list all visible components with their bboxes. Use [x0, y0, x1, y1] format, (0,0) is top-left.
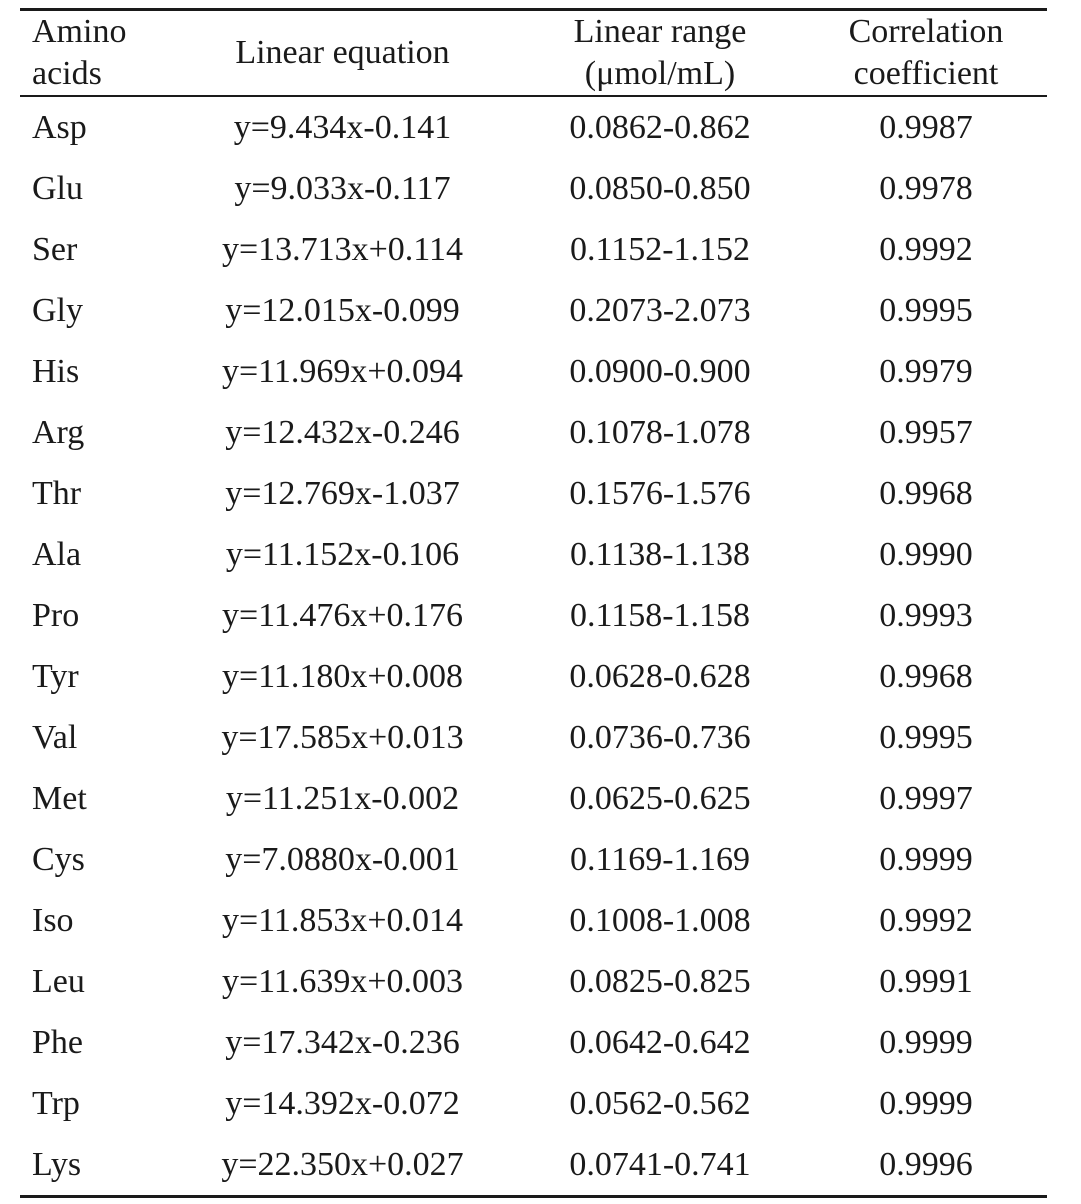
calibration-table	[20, 8, 1047, 1198]
table-row	[20, 280, 1047, 341]
linear-range-cell: 0.0625-0.625	[569, 779, 751, 817]
table-row	[20, 1073, 1047, 1134]
amino-acid-cell: Phe	[32, 1023, 83, 1061]
linear-range-cell: 0.0562-0.562	[569, 1084, 751, 1122]
linear-range-cell: 0.0628-0.628	[569, 657, 751, 695]
amino-acid-cell: Lys	[32, 1145, 82, 1183]
linear-equation-cell: y=11.251x-0.002	[225, 779, 460, 817]
linear-equation-cell: y=22.350x+0.027	[221, 1145, 464, 1183]
table-row	[20, 646, 1047, 707]
table-row	[20, 829, 1047, 890]
header-amino-acids-line2: acids	[32, 55, 102, 92]
correlation-cell: 0.9990	[879, 535, 973, 573]
correlation-cell: 0.9996	[879, 1145, 973, 1183]
amino-acid-cell: Met	[32, 779, 87, 817]
linear-equation-cell: y=13.713x+0.114	[221, 230, 464, 268]
amino-acid-cell: Trp	[32, 1084, 80, 1122]
linear-equation-cell: y=11.969x+0.094	[221, 352, 464, 390]
correlation-cell: 0.9968	[879, 474, 973, 512]
linear-equation-cell: y=11.853x+0.014	[221, 901, 464, 939]
correlation-cell: 0.9987	[879, 108, 973, 146]
amino-acid-cell: Val	[32, 718, 78, 756]
amino-acid-cell: Glu	[32, 169, 83, 207]
linear-range-cell: 0.1008-1.008	[569, 901, 751, 939]
linear-range-cell: 0.1152-1.152	[569, 230, 751, 268]
amino-acid-cell: Cys	[32, 840, 85, 878]
linear-equation-cell: y=11.180x+0.008	[221, 657, 464, 695]
correlation-cell: 0.9992	[879, 230, 973, 268]
header-linear-range-line2: (μmol/mL)	[584, 55, 736, 92]
amino-acid-cell: Tyr	[32, 657, 79, 695]
amino-acid-cell: Asp	[32, 108, 87, 146]
linear-range-cell: 0.1078-1.078	[569, 413, 751, 451]
linear-equation-cell: y=11.152x-0.106	[225, 535, 460, 573]
table-row	[20, 524, 1047, 585]
header-linear-range	[515, 11, 805, 95]
table-row	[20, 219, 1047, 280]
table-row	[20, 97, 1047, 158]
amino-acid-cell: Ala	[32, 535, 82, 573]
linear-equation-cell: y=11.476x+0.176	[221, 596, 464, 634]
header-correlation-line2: coefficient	[853, 55, 999, 92]
correlation-cell: 0.9997	[879, 779, 973, 817]
table-row	[20, 951, 1047, 1012]
correlation-cell: 0.9957	[879, 413, 973, 451]
correlation-cell: 0.9999	[879, 1084, 973, 1122]
header-amino-acids-line1: Amino	[32, 13, 127, 50]
linear-range-cell: 0.0850-0.850	[569, 169, 751, 207]
correlation-cell: 0.9999	[879, 1023, 973, 1061]
amino-acid-cell: Thr	[32, 474, 82, 512]
linear-range-cell: 0.2073-2.073	[569, 291, 751, 329]
table-row	[20, 890, 1047, 951]
correlation-cell: 0.9995	[879, 291, 973, 329]
linear-equation-cell: y=17.585x+0.013	[221, 718, 464, 756]
header-correlation-coefficient	[805, 11, 1047, 95]
table-row	[20, 1134, 1047, 1195]
table-row	[20, 341, 1047, 402]
linear-equation-cell: y=14.392x-0.072	[225, 1084, 460, 1122]
linear-range-cell: 0.0741-0.741	[569, 1145, 751, 1183]
table-row	[20, 402, 1047, 463]
linear-equation-cell: y=17.342x-0.236	[225, 1023, 460, 1061]
header-linear-equation: Linear equation	[235, 34, 450, 71]
amino-acid-cell: His	[32, 352, 80, 390]
header-correlation-line1: Correlation	[848, 13, 1004, 50]
correlation-cell: 0.9993	[879, 596, 973, 634]
linear-range-cell: 0.1576-1.576	[569, 474, 751, 512]
linear-range-cell: 0.1158-1.158	[569, 596, 751, 634]
linear-range-cell: 0.0862-0.862	[569, 108, 751, 146]
linear-equation-cell: y=12.432x-0.246	[225, 413, 460, 451]
linear-range-cell: 0.1169-1.169	[569, 840, 751, 878]
linear-range-cell: 0.1138-1.138	[569, 535, 751, 573]
linear-range-cell: 0.0736-0.736	[569, 718, 751, 756]
table-row	[20, 158, 1047, 219]
correlation-cell: 0.9991	[879, 962, 973, 1000]
header-linear-range-line1: Linear range	[573, 13, 747, 50]
correlation-cell: 0.9968	[879, 657, 973, 695]
linear-equation-cell: y=7.0880x-0.001	[225, 840, 460, 878]
correlation-cell: 0.9978	[879, 169, 973, 207]
linear-equation-cell: y=9.434x-0.141	[233, 108, 452, 146]
amino-acid-cell: Pro	[32, 596, 80, 634]
correlation-cell: 0.9999	[879, 840, 973, 878]
linear-equation-cell: y=12.769x-1.037	[225, 474, 460, 512]
table-row	[20, 1012, 1047, 1073]
amino-acid-cell: Ser	[32, 230, 78, 268]
linear-equation-cell: y=11.639x+0.003	[221, 962, 464, 1000]
table-row	[20, 707, 1047, 768]
linear-range-cell: 0.0900-0.900	[569, 352, 751, 390]
amino-acid-cell: Arg	[32, 413, 85, 451]
amino-acid-cell: Gly	[32, 291, 83, 329]
table-row	[20, 463, 1047, 524]
header-amino-acids	[20, 11, 170, 95]
linear-range-cell: 0.0642-0.642	[569, 1023, 751, 1061]
table-bottom-rule	[20, 1195, 1047, 1198]
linear-equation-cell: y=12.015x-0.099	[225, 291, 460, 329]
table-body	[20, 97, 1047, 1195]
correlation-cell: 0.9995	[879, 718, 973, 756]
linear-range-cell: 0.0825-0.825	[569, 962, 751, 1000]
table-header	[20, 11, 1047, 95]
correlation-cell: 0.9979	[879, 352, 973, 390]
amino-acid-cell: Leu	[32, 962, 85, 1000]
amino-acid-cell: Iso	[32, 901, 74, 939]
correlation-cell: 0.9992	[879, 901, 973, 939]
linear-equation-cell: y=9.033x-0.117	[234, 169, 451, 207]
table-row	[20, 768, 1047, 829]
table-row	[20, 585, 1047, 646]
